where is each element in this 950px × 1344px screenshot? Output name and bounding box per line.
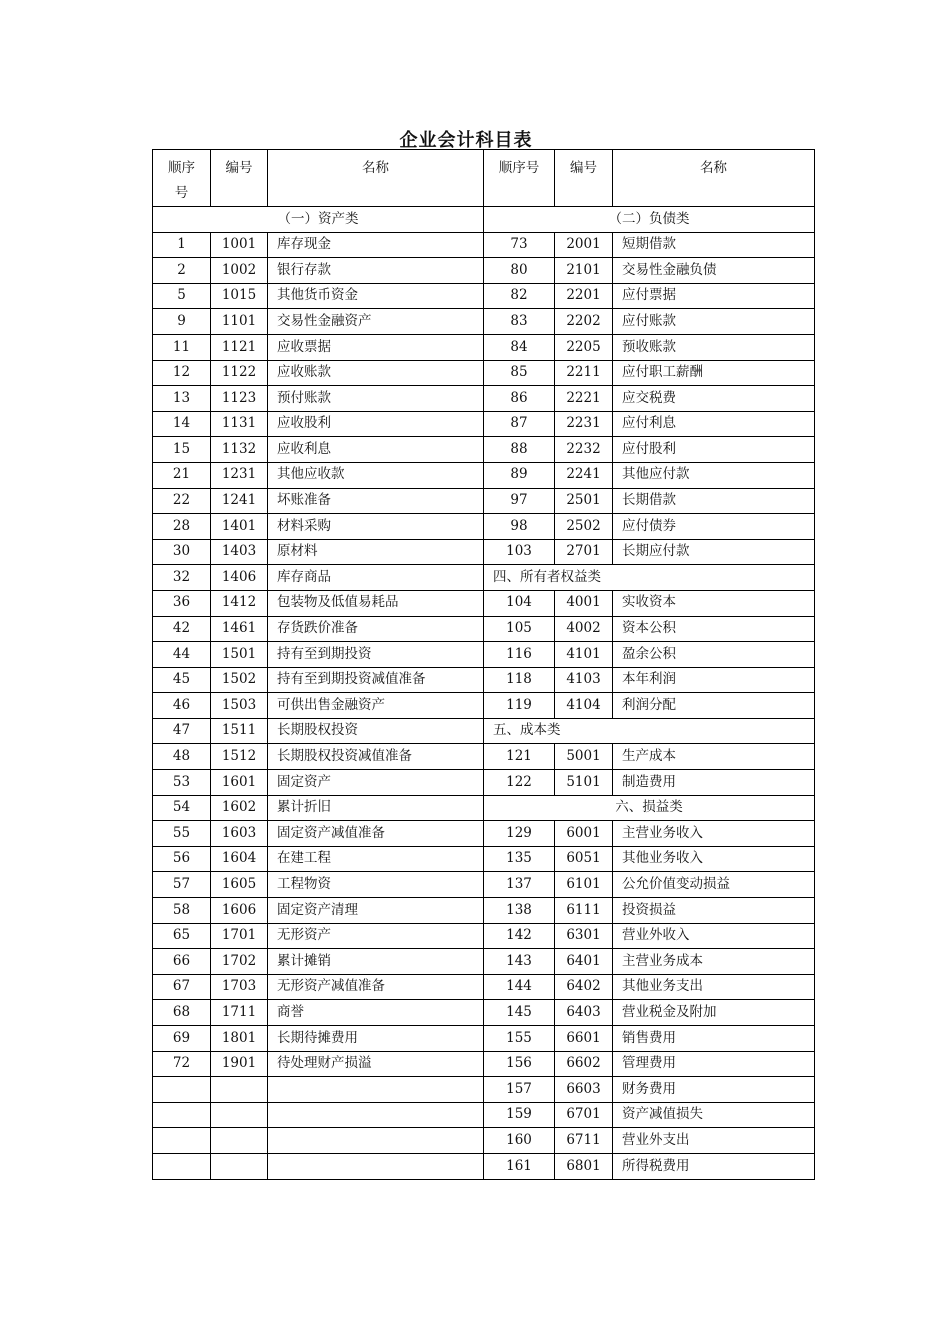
- page-title: 企业会计科目表: [399, 130, 533, 151]
- cell-name: 累计折旧: [268, 795, 484, 821]
- cell-seq: 1: [153, 232, 211, 258]
- table-row: [153, 795, 815, 821]
- table-row: [153, 821, 815, 847]
- cell-seq: 22: [153, 488, 211, 514]
- cell-seq-right: 122: [484, 770, 555, 796]
- cell-seq: [153, 1153, 211, 1179]
- cell-seq: 28: [153, 514, 211, 540]
- cell-code-right: 6601: [555, 1026, 613, 1052]
- cell-code-right: 6101: [555, 872, 613, 898]
- table-row: [153, 718, 815, 744]
- cell-name-right: 长期应付款: [613, 539, 815, 565]
- cell-code: 1412: [211, 590, 268, 616]
- cell-code-right: 6001: [555, 821, 613, 847]
- table-row: [153, 898, 815, 924]
- cell-seq: 36: [153, 590, 211, 616]
- header-code-right: 编号: [555, 150, 613, 207]
- table-row: [153, 1077, 815, 1103]
- cell-name-right: 应付利息: [613, 411, 815, 437]
- table-row: [153, 693, 815, 719]
- cell-name-right: 应付股利: [613, 437, 815, 463]
- cell-seq: 5: [153, 283, 211, 309]
- cell-name-right: 其他业务支出: [613, 974, 815, 1000]
- cell-name-right: 利润分配: [613, 693, 815, 719]
- cell-name: 无形资产减值准备: [268, 974, 484, 1000]
- cell-code-right: 4103: [555, 667, 613, 693]
- cell-code-right: 4104: [555, 693, 613, 719]
- table-row: [153, 1153, 815, 1179]
- cell-seq-right: 98: [484, 514, 555, 540]
- cell-name-right: 营业外收入: [613, 923, 815, 949]
- accounts-table-body: [153, 150, 815, 1180]
- cell-code-right: 2701: [555, 539, 613, 565]
- cell-code: [211, 1102, 268, 1128]
- cell-name: 库存商品: [268, 565, 484, 591]
- cell-seq: 58: [153, 898, 211, 924]
- cell-name: 固定资产清理: [268, 898, 484, 924]
- cell-seq: 45: [153, 667, 211, 693]
- cell-name-right: 营业税金及附加: [613, 1000, 815, 1026]
- cell-code: 1131: [211, 411, 268, 437]
- cell-code-right: 6603: [555, 1077, 613, 1103]
- cell-code: 1132: [211, 437, 268, 463]
- cell-name: 持有至到期投资减值准备: [268, 667, 484, 693]
- section-heading-left: （一）资产类: [153, 207, 484, 233]
- cell-name-right: 应付票据: [613, 283, 815, 309]
- table-row: [153, 360, 815, 386]
- cell-name: 包装物及低值易耗品: [268, 590, 484, 616]
- cell-code-right: 6301: [555, 923, 613, 949]
- cell-seq: 68: [153, 1000, 211, 1026]
- cell-seq-right: 118: [484, 667, 555, 693]
- cell-code: 1015: [211, 283, 268, 309]
- cell-seq: 66: [153, 949, 211, 975]
- table-row: [153, 1051, 815, 1077]
- cell-seq-right: 135: [484, 846, 555, 872]
- cell-seq-right: 159: [484, 1102, 555, 1128]
- cell-seq: [153, 1102, 211, 1128]
- cell-code: [211, 1077, 268, 1103]
- cell-name: 长期待摊费用: [268, 1026, 484, 1052]
- cell-name-right: 其他应付款: [613, 462, 815, 488]
- cell-code: 1901: [211, 1051, 268, 1077]
- cell-seq: 44: [153, 642, 211, 668]
- cell-seq: 14: [153, 411, 211, 437]
- cell-seq-right: 129: [484, 821, 555, 847]
- section-heading-right: 五、成本类: [484, 718, 815, 744]
- cell-seq: 54: [153, 795, 211, 821]
- table-row: [153, 949, 815, 975]
- cell-code: 1503: [211, 693, 268, 719]
- cell-code: 1122: [211, 360, 268, 386]
- cell-code: 1604: [211, 846, 268, 872]
- cell-code: 1512: [211, 744, 268, 770]
- cell-seq-right: 80: [484, 258, 555, 284]
- cell-seq-right: 145: [484, 1000, 555, 1026]
- cell-seq: [153, 1128, 211, 1154]
- cell-name: 材料采购: [268, 514, 484, 540]
- cell-seq: 2: [153, 258, 211, 284]
- cell-name: 工程物资: [268, 872, 484, 898]
- cell-name: 原材料: [268, 539, 484, 565]
- cell-code: 1801: [211, 1026, 268, 1052]
- cell-code: 1461: [211, 616, 268, 642]
- table-row: [153, 488, 815, 514]
- cell-name: 无形资产: [268, 923, 484, 949]
- cell-seq: 48: [153, 744, 211, 770]
- cell-code: 1001: [211, 232, 268, 258]
- cell-code: [211, 1128, 268, 1154]
- cell-seq-right: 119: [484, 693, 555, 719]
- cell-name: 其他货币资金: [268, 283, 484, 309]
- cell-name-right: 主营业务收入: [613, 821, 815, 847]
- cell-name: 其他应收款: [268, 462, 484, 488]
- cell-seq: 55: [153, 821, 211, 847]
- cell-seq-right: 104: [484, 590, 555, 616]
- cell-seq-right: 144: [484, 974, 555, 1000]
- cell-name-right: 制造费用: [613, 770, 815, 796]
- cell-code: 1231: [211, 462, 268, 488]
- cell-code: 1605: [211, 872, 268, 898]
- cell-seq-right: 155: [484, 1026, 555, 1052]
- cell-name-right: 盈余公积: [613, 642, 815, 668]
- cell-code-right: 5001: [555, 744, 613, 770]
- cell-code: 1241: [211, 488, 268, 514]
- cell-name-right: 预收账款: [613, 334, 815, 360]
- cell-seq-right: 73: [484, 232, 555, 258]
- cell-code: 1406: [211, 565, 268, 591]
- table-row: [153, 846, 815, 872]
- cell-code-right: 6111: [555, 898, 613, 924]
- cell-name-right: 本年利润: [613, 667, 815, 693]
- table-row: [153, 616, 815, 642]
- table-row: [153, 386, 815, 412]
- cell-code: 1101: [211, 309, 268, 335]
- cell-code: 1606: [211, 898, 268, 924]
- cell-name: 在建工程: [268, 846, 484, 872]
- cell-seq: 30: [153, 539, 211, 565]
- table-row: [153, 514, 815, 540]
- cell-name-right: 公允价值变动损益: [613, 872, 815, 898]
- cell-code-right: 2101: [555, 258, 613, 284]
- table-row: [153, 770, 815, 796]
- cell-name: 持有至到期投资: [268, 642, 484, 668]
- cell-name: 待处理财产损溢: [268, 1051, 484, 1077]
- cell-seq-right: 121: [484, 744, 555, 770]
- cell-code-right: 2232: [555, 437, 613, 463]
- cell-code-right: 6711: [555, 1128, 613, 1154]
- cell-name-right: 销售费用: [613, 1026, 815, 1052]
- cell-name-right: 管理费用: [613, 1051, 815, 1077]
- cell-code-right: 2201: [555, 283, 613, 309]
- cell-seq: 53: [153, 770, 211, 796]
- cell-name-right: 投资损益: [613, 898, 815, 924]
- table-row: [153, 872, 815, 898]
- table-row: [153, 1026, 815, 1052]
- table-row: [153, 437, 815, 463]
- cell-seq-right: 88: [484, 437, 555, 463]
- cell-name: 银行存款: [268, 258, 484, 284]
- header-seq-right: 顺序号: [484, 150, 555, 207]
- table-row: [153, 565, 815, 591]
- cell-code: 1702: [211, 949, 268, 975]
- cell-seq: 9: [153, 309, 211, 335]
- header-row: [153, 150, 815, 207]
- cell-seq: 65: [153, 923, 211, 949]
- cell-name-right: 交易性金融负债: [613, 258, 815, 284]
- cell-code: 1501: [211, 642, 268, 668]
- cell-seq-right: 87: [484, 411, 555, 437]
- cell-code-right: 2221: [555, 386, 613, 412]
- cell-seq: 42: [153, 616, 211, 642]
- cell-name: 交易性金融资产: [268, 309, 484, 335]
- table-row: [153, 411, 815, 437]
- cell-name: 商誉: [268, 1000, 484, 1026]
- cell-code-right: 2502: [555, 514, 613, 540]
- cell-seq: 12: [153, 360, 211, 386]
- cell-name-right: 应付职工薪酬: [613, 360, 815, 386]
- table-row: [153, 1000, 815, 1026]
- cell-name-right: 所得税费用: [613, 1153, 815, 1179]
- header-name-right: 名称: [613, 150, 815, 207]
- cell-name: 固定资产减值准备: [268, 821, 484, 847]
- cell-name-right: 其他业务收入: [613, 846, 815, 872]
- cell-code-right: 6801: [555, 1153, 613, 1179]
- section-heading-right: 四、所有者权益类: [484, 565, 815, 591]
- cell-name: 固定资产: [268, 770, 484, 796]
- cell-seq: 21: [153, 462, 211, 488]
- cell-seq-right: 137: [484, 872, 555, 898]
- cell-seq-right: 82: [484, 283, 555, 309]
- cell-seq-right: 138: [484, 898, 555, 924]
- cell-seq: [153, 1077, 211, 1103]
- cell-seq: 46: [153, 693, 211, 719]
- cell-code: 1602: [211, 795, 268, 821]
- cell-seq: 13: [153, 386, 211, 412]
- cell-name-right: 财务费用: [613, 1077, 815, 1103]
- cell-code-right: 6051: [555, 846, 613, 872]
- cell-seq: 11: [153, 334, 211, 360]
- cell-name: 应收股利: [268, 411, 484, 437]
- table-row: [153, 744, 815, 770]
- cell-code-right: 5101: [555, 770, 613, 796]
- cell-code-right: 2001: [555, 232, 613, 258]
- table-row: [153, 258, 815, 284]
- cell-seq-right: 161: [484, 1153, 555, 1179]
- cell-seq-right: 160: [484, 1128, 555, 1154]
- header-code: 编号: [211, 150, 268, 207]
- cell-code-right: 2241: [555, 462, 613, 488]
- cell-code: 1401: [211, 514, 268, 540]
- cell-code-right: 2205: [555, 334, 613, 360]
- cell-name-right: 应交税费: [613, 386, 815, 412]
- cell-name: 长期股权投资: [268, 718, 484, 744]
- section-heading-right: （二）负债类: [484, 207, 815, 233]
- cell-seq: 69: [153, 1026, 211, 1052]
- table-row: [153, 283, 815, 309]
- cell-code: [211, 1153, 268, 1179]
- cell-seq: 32: [153, 565, 211, 591]
- cell-name: 预付账款: [268, 386, 484, 412]
- cell-seq-right: 85: [484, 360, 555, 386]
- table-row: [153, 1128, 815, 1154]
- section-heading-right: 六、损益类: [484, 795, 815, 821]
- cell-code: 1002: [211, 258, 268, 284]
- table-row: [153, 539, 815, 565]
- cell-name: 存货跌价准备: [268, 616, 484, 642]
- cell-name: [268, 1128, 484, 1154]
- cell-seq-right: 143: [484, 949, 555, 975]
- cell-code-right: 2202: [555, 309, 613, 335]
- cell-code: 1502: [211, 667, 268, 693]
- cell-code-right: 4002: [555, 616, 613, 642]
- cell-code: 1603: [211, 821, 268, 847]
- table-row: [153, 642, 815, 668]
- cell-seq-right: 89: [484, 462, 555, 488]
- table-row: [153, 590, 815, 616]
- cell-seq-right: 86: [484, 386, 555, 412]
- header-name: 名称: [268, 150, 484, 207]
- cell-name: 坏账准备: [268, 488, 484, 514]
- cell-name-right: 主营业务成本: [613, 949, 815, 975]
- cell-seq-right: 97: [484, 488, 555, 514]
- table-row: [153, 207, 815, 233]
- cell-name: [268, 1077, 484, 1103]
- cell-name: 应收票据: [268, 334, 484, 360]
- cell-seq-right: 84: [484, 334, 555, 360]
- cell-code-right: 6701: [555, 1102, 613, 1128]
- cell-code-right: 6602: [555, 1051, 613, 1077]
- cell-name: [268, 1102, 484, 1128]
- cell-name-right: 应付账款: [613, 309, 815, 335]
- cell-code: 1121: [211, 334, 268, 360]
- cell-code: 1403: [211, 539, 268, 565]
- cell-seq: 15: [153, 437, 211, 463]
- cell-code: 1601: [211, 770, 268, 796]
- cell-name: 应收利息: [268, 437, 484, 463]
- table-row: [153, 309, 815, 335]
- cell-seq-right: 83: [484, 309, 555, 335]
- cell-code-right: 2501: [555, 488, 613, 514]
- cell-seq: 56: [153, 846, 211, 872]
- cell-seq: 72: [153, 1051, 211, 1077]
- cell-seq-right: 116: [484, 642, 555, 668]
- cell-seq: 67: [153, 974, 211, 1000]
- cell-code-right: 4101: [555, 642, 613, 668]
- table-row: [153, 1102, 815, 1128]
- cell-seq-right: 157: [484, 1077, 555, 1103]
- cell-code: 1511: [211, 718, 268, 744]
- cell-name-right: 资产减值损失: [613, 1102, 815, 1128]
- table-row: [153, 923, 815, 949]
- cell-name: 可供出售金融资产: [268, 693, 484, 719]
- cell-code-right: 6402: [555, 974, 613, 1000]
- cell-name-right: 营业外支出: [613, 1128, 815, 1154]
- cell-name-right: 生产成本: [613, 744, 815, 770]
- cell-seq-right: 105: [484, 616, 555, 642]
- cell-seq-right: 156: [484, 1051, 555, 1077]
- cell-name: [268, 1153, 484, 1179]
- cell-name-right: 应付债券: [613, 514, 815, 540]
- cell-seq-right: 103: [484, 539, 555, 565]
- table-row: [153, 974, 815, 1000]
- cell-seq-right: 142: [484, 923, 555, 949]
- cell-name: 长期股权投资减值准备: [268, 744, 484, 770]
- cell-code-right: 4001: [555, 590, 613, 616]
- cell-seq: 47: [153, 718, 211, 744]
- cell-code-right: 6403: [555, 1000, 613, 1026]
- cell-seq: 57: [153, 872, 211, 898]
- table-row: [153, 462, 815, 488]
- table-row: [153, 667, 815, 693]
- cell-name-right: 长期借款: [613, 488, 815, 514]
- cell-name-right: 短期借款: [613, 232, 815, 258]
- table-row: [153, 232, 815, 258]
- header-seq: 顺序号: [153, 150, 211, 207]
- cell-code: 1703: [211, 974, 268, 1000]
- cell-name: 累计摊销: [268, 949, 484, 975]
- cell-code: 1123: [211, 386, 268, 412]
- cell-code: 1711: [211, 1000, 268, 1026]
- cell-code-right: 2211: [555, 360, 613, 386]
- cell-name-right: 实收资本: [613, 590, 815, 616]
- cell-name-right: 资本公积: [613, 616, 815, 642]
- cell-name: 应收账款: [268, 360, 484, 386]
- table-row: [153, 334, 815, 360]
- accounts-table: [152, 149, 815, 1180]
- cell-code-right: 2231: [555, 411, 613, 437]
- cell-name: 库存现金: [268, 232, 484, 258]
- cell-code: 1701: [211, 923, 268, 949]
- cell-code-right: 6401: [555, 949, 613, 975]
